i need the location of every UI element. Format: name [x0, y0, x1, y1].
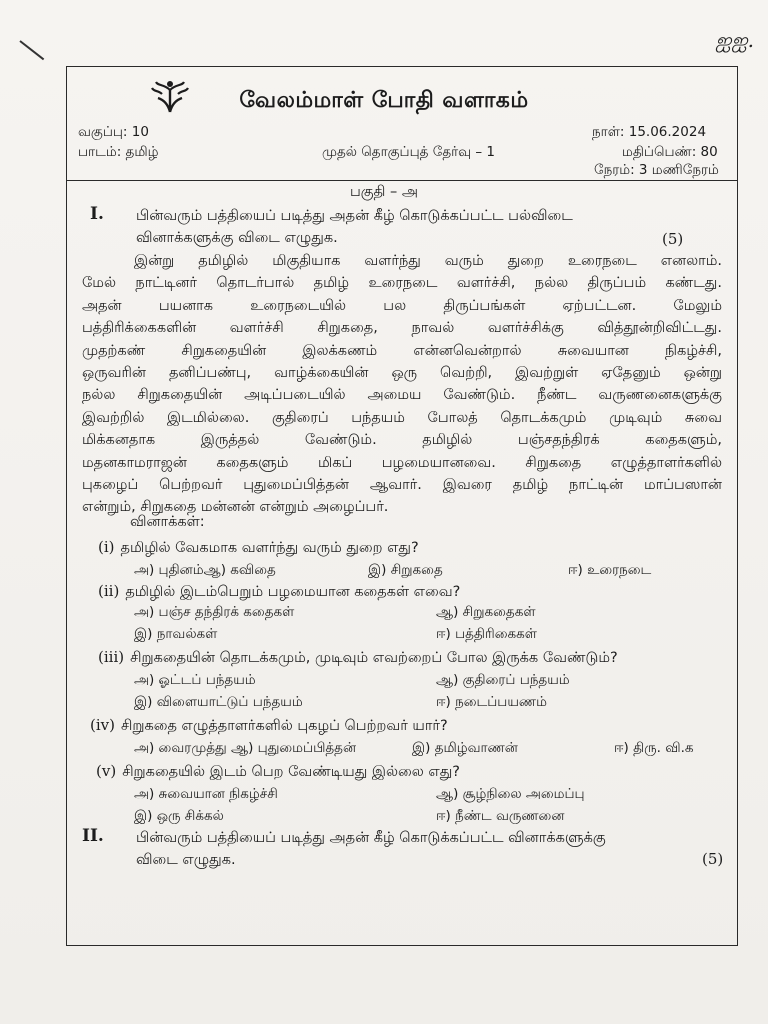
option: ஈ) நடைப்பயணம்	[436, 694, 547, 710]
option: இ) சிறுகதை	[368, 562, 443, 578]
option: இ) ஒரு சிக்கல்	[134, 808, 224, 824]
question-1-instruction-line2: வினாக்களுக்கு விடை எழுதுக.	[136, 230, 338, 246]
sub-question-number: (v)	[96, 762, 117, 780]
sub-question-text: சிறுகதை எழுத்தாளர்களில் புகழப் பெற்றவர் யார்?	[120, 718, 448, 734]
option: அ) சுவையான நிகழ்ச்சி	[134, 786, 278, 802]
sub-question-text: சிறுகதையில் இடம் பெற வேண்டியது இல்லை எது?	[122, 764, 460, 780]
question-2-instruction-line1: பின்வரும் பத்தியைப் படித்து அதன் கீழ் கொடுக்கப்பட்ட வினாக்களுக்கு	[136, 830, 606, 846]
passage-line: மதனகாமராஜன் கதைகளும் மிகப் பழமையானவை. சிறுகதை எழுத்தாளர்களில்	[82, 454, 722, 471]
option: அ) பஞ்ச தந்திரக் கதைகள்	[134, 604, 295, 620]
option: ஈ) திரு. வி.க	[614, 740, 694, 756]
header-divider	[66, 180, 738, 181]
option: இ) தமிழ்வாணன்	[412, 740, 518, 756]
passage-line: ஒருவரின் தனிப்பண்பு, வாழ்க்கையின் ஒரு வெற்றி, இவற்றுள் ஏதேனும் ஒன்று	[82, 364, 722, 381]
option: ஆ) சிறுகதைகள்	[436, 604, 536, 620]
passage-line: மிக்கனதாக இருத்தல் வேண்டும். தமிழில் பஞ்சதந்திரக் கதைகளும்,	[82, 432, 722, 449]
marks-label: மதிப்பெண்: 80	[622, 144, 718, 160]
question-1-number: I.	[90, 204, 104, 224]
section-title: பகுதி – அ	[349, 184, 419, 200]
question-1-marks: (5)	[662, 230, 684, 248]
passage-line: என்றும், சிறுகதை மன்னன் என்றும் அழைப்பர்.	[82, 499, 389, 516]
passage-line: இவற்றில் இடமில்லை. குதிரைப் பந்தயம் போலத் தொடக்கமும் முடிவும் சுவை	[82, 409, 722, 426]
passage-line: முதற்கண் சிறுகதையின் இலக்கணம் என்னவென்றால் சுவையான நிகழ்ச்சி,	[82, 342, 722, 359]
subject-label: பாடம்: தமிழ்	[78, 144, 159, 160]
passage-line: புகழைப் பெற்றவர் புதுமைப்பித்தன் ஆவார். இவரை தமிழ் நாட்டின் மாப்பஸான்	[82, 476, 722, 493]
date-label: நாள்: 15.06.2024	[592, 124, 707, 140]
option: அ) புதினம்ஆ) கவிதை	[134, 562, 276, 578]
pen-mark	[19, 40, 44, 60]
passage-line: நல்ல சிறுகதையின் அடிப்படையில் அமைய வேண்டும். நீண்ட வருணனைகளுக்கு	[82, 387, 722, 404]
sub-question-number: (i)	[98, 538, 115, 556]
sub-question-4	[90, 716, 448, 736]
exam-title: முதல் தொகுப்புத் தேர்வு – 1	[322, 144, 496, 160]
question-1-instruction-line1: பின்வரும் பத்தியைப் படித்து அதன் கீழ் கொடுக்கப்பட்ட பல்விடை	[136, 208, 573, 224]
option: ஆ) சூழ்நிலை அமைப்பு	[436, 786, 585, 802]
question-2-marks: (5)	[702, 850, 724, 868]
option: அ) வைரமுத்து ஆ) புதுமைப்பித்தன்	[134, 740, 357, 756]
passage-line: பத்திரிக்கைகளின் வளர்ச்சி சிறுகதை, நாவல் வளர்ச்சிக்கு வித்தூன்றிவிட்டது.	[82, 320, 722, 337]
sub-question-number: (iii)	[98, 648, 125, 666]
sub-question-5	[96, 762, 460, 782]
option: இ) விளையாட்டுப் பந்தயம்	[134, 694, 303, 710]
option: இ) நாவல்கள்	[134, 626, 218, 642]
option: அ) ஓட்டப் பந்தயம்	[134, 672, 256, 688]
question-2-number: II.	[82, 826, 104, 846]
sub-question-text: தமிழில் இடம்பெறும் பழமையான கதைகள் எவை?	[125, 584, 461, 600]
handwritten-note: ஐஐ.	[715, 28, 754, 52]
sub-question-3	[98, 648, 618, 668]
sub-question-text: சிறுகதையின் தொடக்கமும், முடிவும் எவற்றைப் போல இருக்க வேண்டும்?	[130, 650, 618, 666]
sub-question-number: (iv)	[90, 716, 115, 734]
sub-question-number: (ii)	[98, 582, 120, 600]
option: ஈ) பத்திரிகைகள்	[436, 626, 537, 642]
comprehension-passage	[82, 250, 722, 519]
time-label: நேரம்: 3 மணிநேரம்	[594, 162, 719, 178]
sub-question-text: தமிழில் வேகமாக வளர்ந்து வரும் துறை எது?	[120, 540, 419, 556]
class-label: வகுப்பு: 10	[78, 124, 149, 140]
sub-question-1	[98, 538, 419, 558]
passage-line: இன்று தமிழில் மிகுதியாக வளர்ந்து வரும் துறை உரைநடை எனலாம்.	[134, 253, 722, 269]
school-name: வேலம்மாள் போதி வளாகம்	[239, 88, 529, 113]
question-2-instruction-line2: விடை எழுதுக.	[136, 852, 236, 868]
option: ஆ) குதிரைப் பந்தயம்	[436, 672, 570, 688]
option: ஈ) உரைநடை	[568, 562, 652, 578]
questions-label: வினாக்கள்:	[130, 514, 205, 530]
option: ஈ) நீண்ட வருணனை	[436, 808, 565, 824]
passage-line: அதன் பயனாக உரைநடையில் பல திருப்பங்கள் ஏற்பட்டன. மேலும்	[82, 297, 722, 314]
passage-line: மேல் நாட்டினர் தொடர்பால் தமிழ் உரைநடை வளர்ச்சி, நல்ல திருப்பம் கண்டது.	[82, 275, 722, 292]
sub-question-2	[98, 582, 460, 602]
